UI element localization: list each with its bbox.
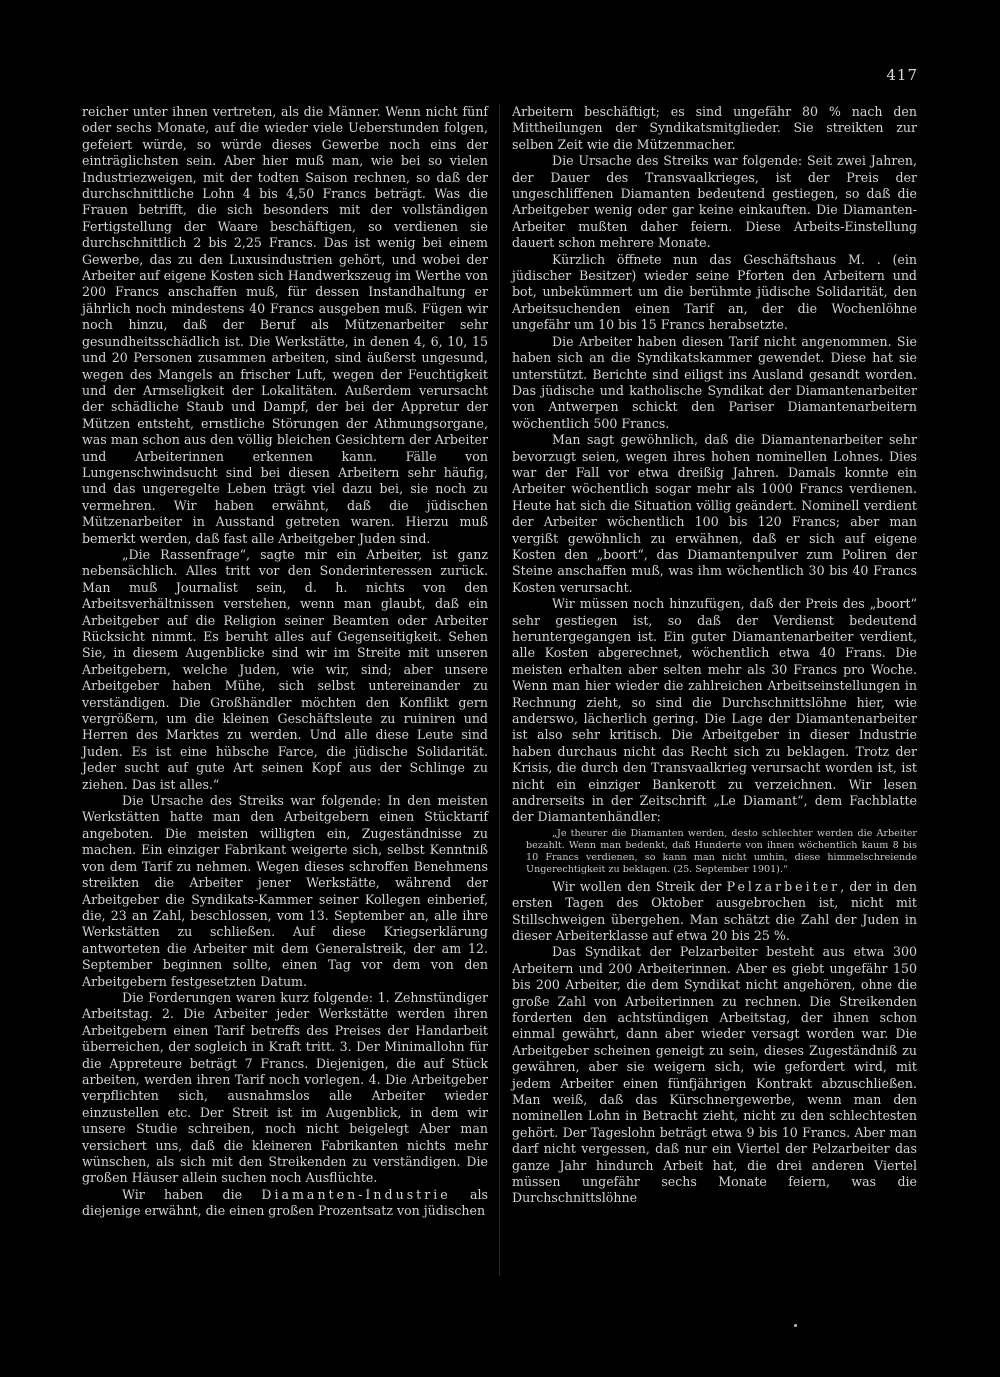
text-run: Wir wollen den Streik der — [552, 878, 722, 894]
text-run: als diejenige erwähnt, die einen großen Prozentsatz von jüdischen — [82, 1186, 488, 1219]
paragraph — [512, 879, 917, 945]
paragraph: „Die Rassenfrage“, sagte mir ein Arbeiter, ist ganz nebensächlich. Alles tritt vor den Sonderinteressen zurück. Man muß Journalist sein, d. h. nichts von den Arbeitsverhältnissen verstehen, wenn man glaubt, daß ein Arbeitgeber auf die Religion seiner Beamten oder Arbeiter Rücksicht nimmt. Es beruht alles auf Gegenseitigkeit. Sehen Sie, in diesem Augenblicke sind wir im Streite mit unseren Arbeitgebern, welche Juden, wie wir, sind; aber unsere Arbeitgeber haben Mühe, sich selbst untereinander zu verständigen. Die Großhändler möchten den Konflikt gern vergrößern, um die kleinen Geschäftsleute zu ruiniren und Herren des Marktes zu werden. Und alle diese Leute sind Juden. Es ist eine hübsche Farce, die jüdische Solidarität. Jeder sucht auf gute Art seinen Kopf aus der Schlinge zu ziehen. Das ist alles.“ — [82, 546, 488, 792]
paragraph: Die Ursache des Streiks war folgende: In den meisten Werkstätten hatte man den Arbeitgebern einen Stücktarif angeboten. Die meisten willigten ein, Zugeständnisse zu machen. Ein einziger Fabrikant weigerte sich, selbst Kenntniß von dem Tarif zu nehmen. Wegen dieses schroffen Benehmens streikten die Arbeiter jener Werkstätte, während der Arbeitgeber die Syndikats-Kammer seiner Kollegen einberief, die, 23 an Zahl, beschlossen, vom 13. September an, alle ihre Werkstätten zu schließen. Auf diese Kriegserklärung antworteten die Arbeiter mit dem Generalstreik, der am 12. September beginnen sollte, einen Tag vor dem von den Arbeitgebern festgesetzten Datum. — [82, 793, 488, 989]
paragraph — [82, 1187, 488, 1220]
page-number: 417 — [886, 66, 918, 84]
paragraph: Arbeitern beschäftigt; es sind ungefähr 80 % nach den Mittheilungen der Syndikatsmitglieder. Sie streikten zur selben Zeit wie die Mützenmacher. — [512, 104, 917, 152]
text-run: Wir haben die — [122, 1186, 243, 1202]
paragraph: Die Ursache des Streiks war folgende: Seit zwei Jahren, der Dauer des Transvaalkrieges, ist der Preis der ungeschliffenen Diamanten bedeutend gestiegen, so daß die Arbeitgeber wenig oder gar keine einkauften. Die Diamanten-Arbeiter mußten daher feiern. Diese Arbeits-Einstellung dauert schon mehrere Monate. — [512, 153, 917, 251]
paragraph: Wir müssen noch hinzufügen, daß der Preis des „boort“ sehr gestiegen ist, so daß der Verdienst bedeutend heruntergegangen ist. Ein guter Diamantenarbeiter verdient, alle Kosten abgerechnet, wöchentlich etwa 40 Frans. Die meisten erhalten aber selten mehr als 30 Francs pro Woche. Wenn man hier wieder die zahlreichen Arbeitseinstellungen in Rechnung zieht, so sind die Durchschnittslöhne hier, wie anderswo, lächerlich gering. Die Lage der Diamantenarbeiter ist also sehr kritisch. Die Arbeitgeber in dieser Industrie haben durchaus nicht das Recht sich zu beklagen. Trotz der Krisis, die durch den Transvaalkrieg verursacht worden ist, ist nicht ein einziger Bankerott zu verzeichnen. Wir lesen andrerseits in der Zeitschrift „Le Diamant“, dem Fachblatte der Diamantenhändler: — [512, 596, 917, 825]
block-quote: „Je theurer die Diamanten werden, desto schlechter werden die Arbeiter bezahlt. Wenn man bedenkt, daß Hunderte von ihnen wöchentlich kaum 8 bis 10 Francs verdienen, so kann man nicht umhin, diese himmelschreiende Ungerechtigkeit zu beklagen. (25. September 1901).“ — [526, 827, 917, 876]
paragraph: Die Forderungen waren kurz folgende: 1. Zehnstündiger Arbeitstag. 2. Die Arbeiter jeder Werkstätte werden ihren Arbeitgebern einen Tarif betreffs des Preises der Handarbeit überreichen, der sogleich in Kraft tritt. 3. Der Minimallohn für die Appreteure beträgt 7 Francs. Diejenigen, die auf Stück arbeiten, werden ihren Tarif noch vorlegen. 4. Die Arbeitgeber verpflichten sich, ausnahmslos alle Arbeiter wieder einzustellen etc. Der Streit ist im Augenblick, in dem wir unsere Studie schreiben, noch nicht beigelegt Aber man versichert uns, daß die kleineren Fabrikanten nichts mehr wünschen, als sich mit den Streikenden zu verständigen. Die großen Häuser allein suchen noch Ausflüchte. — [82, 989, 488, 1186]
ink-dot — [794, 1324, 797, 1327]
left-column — [82, 104, 488, 1220]
text-run: , der in den ersten Tagen des Oktober ausgebrochen ist, nicht mit Stillschweigen übergehen. Man schätzt die Zahl der Juden in dieser Arbeiterklasse auf etwa 20 bis 25 %. — [512, 878, 917, 943]
paragraph: Das Syndikat der Pelzarbeiter besteht aus etwa 300 Arbeitern und 200 Arbeiterinnen. Aber es giebt ungefähr 150 bis 200 Arbeiter, die dem Syndikat nicht angehören, ohne die große Zahl von Arbeiterinnen zu rechnen. Die Streikenden forderten den achtstündigen Arbeitstag, der ihnen schon einmal gewährt, dann aber wieder versagt worden war. Die Arbeitgeber scheinen geneigt zu sein, dieses Zugeständniß zu gewähren, aber sie weigern sich, wie gefordert wird, mit jedem Arbeiter einen fünfjährigen Kontrakt abzuschließen. Man weiß, daß das Kürschnergewerbe, wenn man den nominellen Lohn in Betracht zieht, nicht zu den schlechtesten gehört. Der Tageslohn beträgt etwa 9 bis 10 Francs. Aber man darf nicht vergessen, daß nur ein Viertel der Pelzarbeiter das ganze Jahr hindurch Arbeit hat, die drei anderen Viertel müssen ungefähr sechs Monate feiern, was die Durchschnittslöhne — [512, 944, 917, 1206]
paragraph: Man sagt gewöhnlich, daß die Diamantenarbeiter sehr bevorzugt seien, wegen ihres hohen nominellen Lohnes. Dies war der Fall vor etwa dreißig Jahren. Damals konnte ein Arbeiter wöchentlich sogar mehr als 1000 Francs verdienen. Heute hat sich die Situation völlig geändert. Nominell verdient der Arbeiter wöchentlich 100 bis 120 Francs; aber man vergißt gewöhnlich zu erwähnen, daß er sich auf eigene Kosten den „boort“, das Diamantenpulver zum Poliren der Steine anschaffen muß, was ihm wöchentlich 30 bis 40 Francs Kosten verursacht. — [512, 432, 917, 595]
spaced-term: Pelzarbeiter — [726, 878, 841, 894]
spaced-term: Diamanten-Industrie — [261, 1186, 451, 1202]
paragraph: Die Arbeiter haben diesen Tarif nicht angenommen. Sie haben sich an die Syndikatskammer gewendet. Diese hat sie unterstützt. Berichte sind eiligst ins Ausland gesandt worden. Das jüdische und katholische Syndikat der Diamantenarbeiter von Antwerpen schickt den Pariser Diamantenarbeitern wöchentlich 500 Francs. — [512, 333, 917, 431]
paragraph: reicher unter ihnen vertreten, als die Männer. Wenn nicht fünf oder sechs Monate, auf die wieder viele Ueberstunden folgen, gefeiert würde, so würde dieses Gewerbe noch eins der einträglichsten sein. Aber hier muß man, wie bei so vielen Industriezweigen, mit der todten Saison rechnen, so daß der durchschnittliche Lohn 4 bis 4,50 Francs beträgt. Was die Frauen betrifft, die sich besonders mit der vollständigen Fertigstellung der Waare beschäftigen, so verdienen sie durchschnittlich 2 bis 2,25 Francs. Das ist wenig bei einem Gewerbe, das zu den Luxusindustrien gehört, und wobei der Arbeiter auf eigene Kosten sich Handwerkszeug im Werthe von 200 Francs anschaffen muß, für dessen Instandhaltung er jährlich noch mindestens 40 Francs ausgeben muß. Fügen wir noch hinzu, daß der Beruf als Mützenarbeiter sehr gesundheitsschädlich ist. Die Werkstätte, in denen 4, 6, 10, 15 und 20 Personen zusammen arbeiten, sind äußerst ungesund, wegen des Mangels an frischer Luft, wegen der Feuchtigkeit und der Armseligkeit der Lokalitäten. Außerdem verursacht der schädliche Staub und Dampf, der bei der Appretur der Mützen entsteht, ernstliche Störungen der Athmungsorgane, was man schon aus den völlig bleichen Gesichtern der Arbeiter und Arbeiterinnen erkennen kann. Fälle von Lungenschwindsucht sind bei diesen Arbeitern sehr häufig, und das ungeregelte Leben trägt viel dazu bei, sie noch zu vermehren. Wir haben erwähnt, daß die jüdischen Mützenarbeiter in Ausstand getreten waren. Hierzu muß bemerkt werden, daß fast alle Arbeitgeber Juden sind. — [82, 104, 488, 546]
right-column — [512, 104, 917, 1207]
column-divider — [499, 104, 500, 1276]
paragraph: Kürzlich öffnete nun das Geschäftshaus M. . (ein jüdischer Besitzer) wieder seine Pforten den Arbeitern und bot, unbekümmert um die berühmte jüdische Solidarität, den Arbeitsuchenden einen Tarif an, der die Wochenlöhne ungefähr um 10 bis 15 Francs herabsetzte. — [512, 251, 917, 333]
